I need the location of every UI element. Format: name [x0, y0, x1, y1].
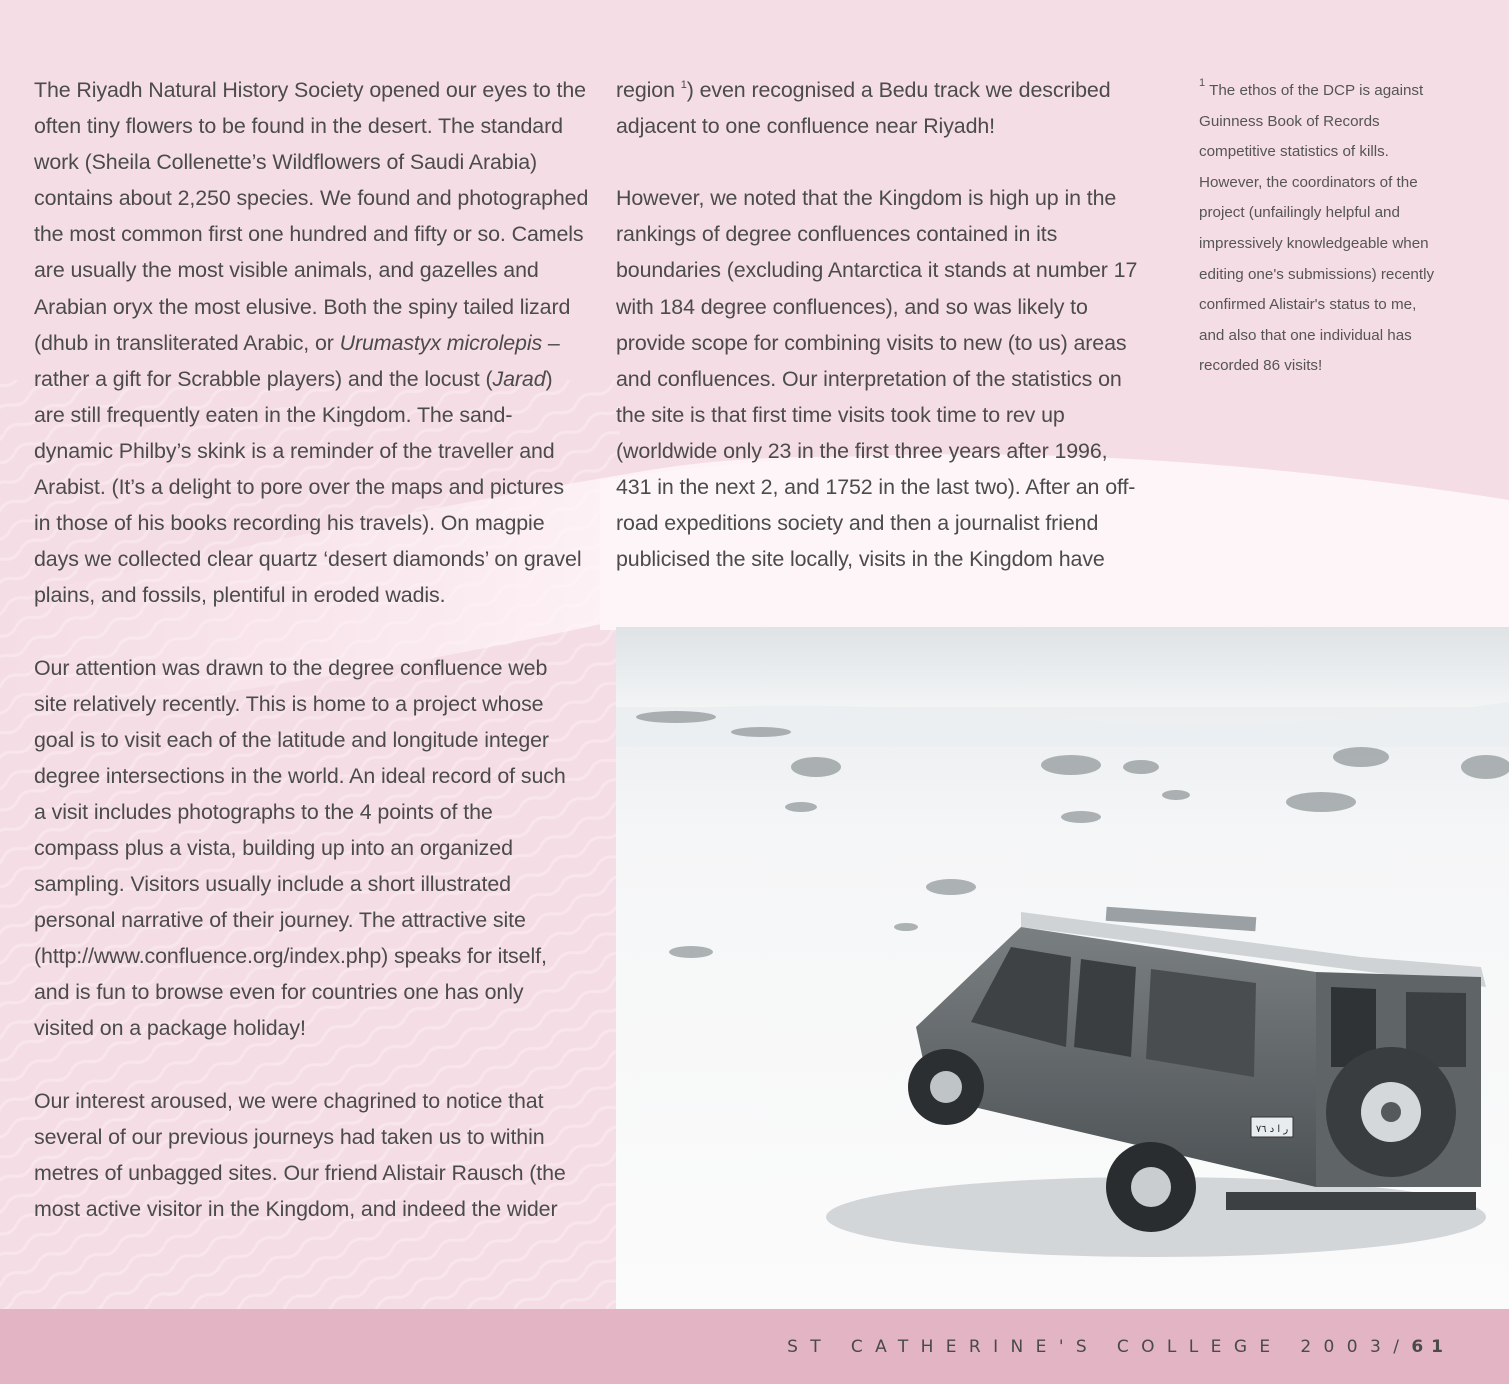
running-head: ST CATHERINE'S COLLEGE 2003/	[787, 1337, 1412, 1357]
italic-term: Urumastyx microlepis	[339, 330, 543, 355]
text-line: Our attention was drawn to the degree confluence web	[34, 655, 548, 680]
text-line: Guinness Book of Records	[1199, 112, 1380, 130]
footnote-line	[1199, 76, 1459, 107]
text-line: Arabist. (It’s a delight to pore over the maps and pictures	[34, 475, 564, 500]
paragraph-interest-aroused	[34, 1083, 579, 1227]
text-line	[616, 72, 1166, 108]
text-line: competitive statistics of kills.	[1199, 143, 1389, 161]
text-line: compass plus a vista, building up into an organized	[34, 835, 513, 860]
footer-bar	[0, 1309, 1509, 1384]
text-line: the most common first one hundred and fifty or so. Camels	[34, 222, 584, 247]
text-line	[34, 361, 579, 397]
text-line: visited on a package holiday!	[34, 1016, 306, 1041]
text-fragment: rather a gift for Scrabble players) and the locust (	[34, 366, 493, 391]
left-text-column	[34, 72, 589, 1263]
text-line: degree intersections in the world. An ideal record of such	[34, 763, 566, 788]
text-line: boundaries (excluding Antarctica it stands at number 17	[616, 258, 1138, 283]
text-line: days we collected clear quartz ‘desert diamonds’ on gravel	[34, 547, 582, 572]
text-line: dynamic Philby’s skink is a reminder of the traveller and	[34, 438, 555, 463]
text-line: and confluences. Our interpretation of the statistics on	[616, 366, 1122, 391]
italic-term: Jarad	[492, 366, 546, 391]
text-line: project (unfailingly helpful and	[1199, 204, 1400, 222]
text-line	[34, 325, 579, 361]
text-line: metres of unbagged sites. Our friend Alistair Rausch (the	[34, 1160, 566, 1185]
text-line: plains, and fossils, plentiful in eroded wadis.	[34, 583, 446, 608]
text-line: personal narrative of their journey. The attractive site	[34, 908, 526, 933]
text-line: the site is that first time visits took time to rev up	[616, 402, 1065, 427]
text-line: site relatively recently. This is home to a project whose	[34, 691, 544, 716]
text-line: (http://www.confluence.org/index.php) speaks for itself,	[34, 944, 547, 969]
text-fragment: (dhub in transliterated Arabic, or	[34, 330, 340, 355]
footnote-marker: 1	[1199, 77, 1206, 89]
page-number: 61	[1411, 1337, 1451, 1357]
text-line: impressively knowledgeable when	[1199, 234, 1429, 252]
text-line: several of our previous journeys had taken us to within	[34, 1124, 545, 1149]
text-fragment: )	[545, 366, 553, 391]
text-line: goal is to visit each of the latitude and longitude integer	[34, 727, 549, 752]
text-line: with 184 degree confluences), and so was likely to	[616, 294, 1088, 319]
text-line: (worldwide only 23 in the first three years after 1996,	[616, 438, 1108, 463]
text-line: adjacent to one confluence near Riyadh!	[616, 114, 996, 139]
middle-text-column	[616, 72, 1166, 613]
text-line: 431 in the next 2, and 1752 in the last two). After an off-	[616, 475, 1136, 500]
paragraph-confluence-site	[34, 650, 579, 1047]
paragraph-bedu-track	[616, 72, 1166, 144]
footnote-reference: 1	[680, 79, 687, 91]
paragraph-rankings	[616, 180, 1166, 577]
footnote	[1199, 76, 1459, 382]
text-line: contains about 2,250 species. We found and photographed	[34, 186, 589, 211]
photo-illustration	[616, 627, 1509, 1309]
text-line: road expeditions society and then a journalist friend	[616, 511, 1099, 536]
text-line: However, the coordinators of the	[1199, 173, 1418, 191]
text-line: and is fun to browse even for countries one has only	[34, 980, 524, 1005]
text-line: confirmed Alistair's status to me,	[1199, 296, 1417, 314]
desert-landrover-photo	[616, 627, 1509, 1309]
text-line: editing one's submissions) recently	[1199, 265, 1435, 283]
text-line: often tiny flowers to be found in the desert. The standard	[34, 114, 563, 139]
text-fragment: region	[616, 78, 681, 102]
running-footer	[787, 1337, 1451, 1357]
text-line: in those of his books recording his travels). On magpie	[34, 511, 545, 536]
text-line: publicised the site locally, visits in the Kingdom have	[616, 547, 1105, 572]
text-line: provide scope for combining visits to new (to us) areas	[616, 330, 1127, 355]
paragraph-flowers	[34, 72, 589, 613]
text-line: most active visitor in the Kingdom, and indeed the wider	[34, 1196, 558, 1221]
text-line: a visit includes photographs to the 4 points of the	[34, 799, 493, 824]
text-fragment: –	[542, 330, 560, 355]
text-line: recorded 86 visits!	[1199, 357, 1323, 375]
text-line: and also that one individual has	[1199, 326, 1412, 344]
text-line: However, we noted that the Kingdom is high up in the	[616, 186, 1117, 211]
license-plate-text: ر ا د ٧٦	[1255, 1124, 1289, 1135]
text-fragment: ) even recognised a Bedu track we described	[686, 78, 1111, 102]
text-line: The Riyadh Natural History Society opened our eyes to the	[34, 78, 586, 102]
text-line: work (Sheila Collenette’s Wildflowers of Saudi Arabia)	[34, 150, 538, 175]
text-fragment: The ethos of the DCP is against	[1209, 82, 1424, 99]
text-line: rankings of degree confluences contained in its	[616, 222, 1058, 247]
text-line: are usually the most visible animals, and gazelles and	[34, 258, 539, 283]
text-line: are still frequently eaten in the Kingdom. The sand-	[34, 402, 513, 427]
text-line: Arabian oryx the most elusive. Both the spiny tailed lizard	[34, 294, 571, 319]
text-line: sampling. Visitors usually include a short illustrated	[34, 872, 511, 897]
text-line: Our interest aroused, we were chagrined to notice that	[34, 1088, 544, 1113]
